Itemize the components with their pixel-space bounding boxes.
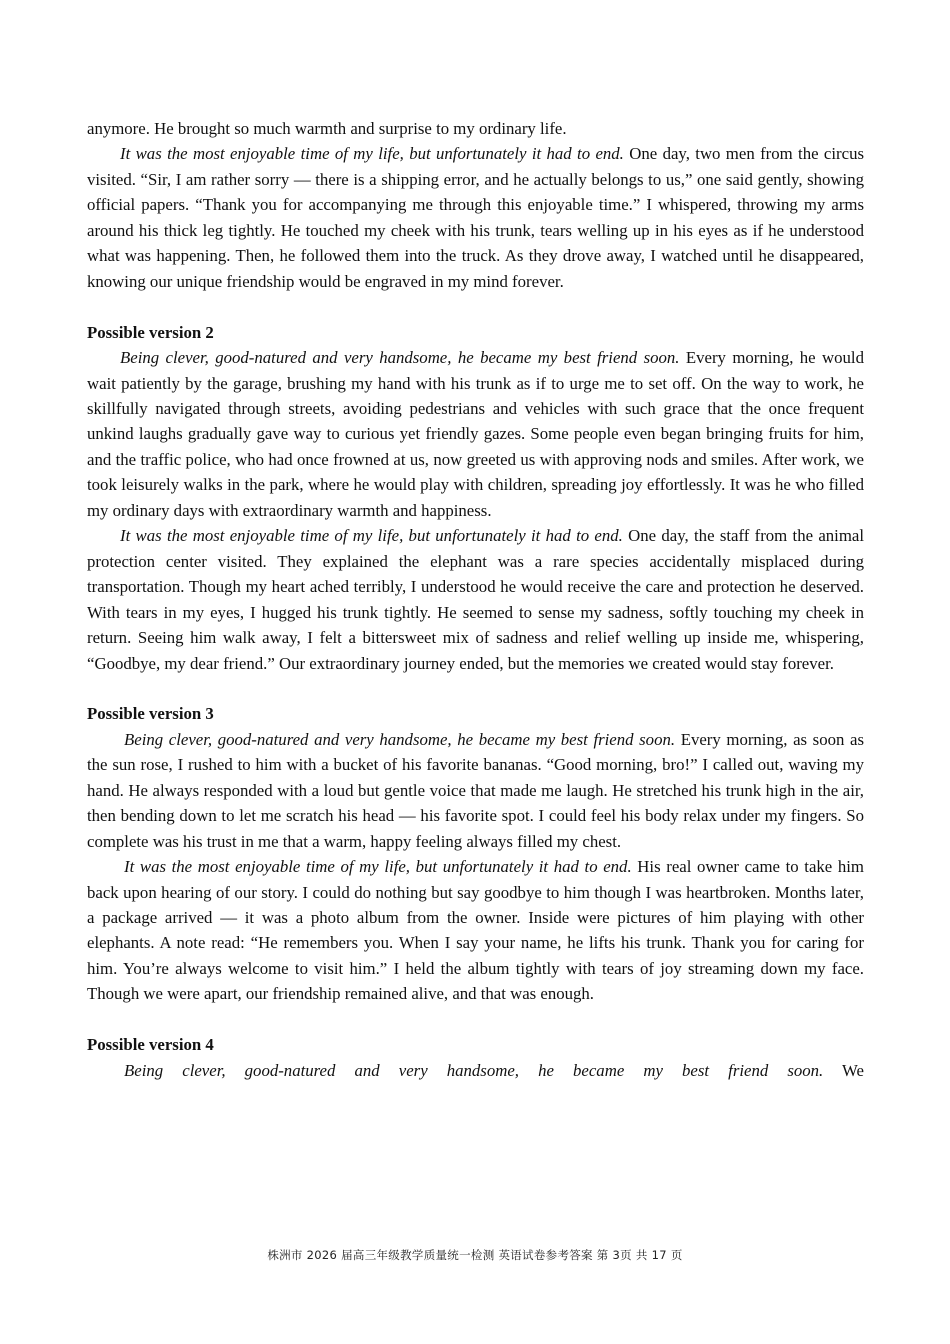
section-heading-version-4: Possible version 4 bbox=[87, 1035, 214, 1055]
italic-lead-sentence: Being clever, good-natured and very handsome, he became my best friend soon. bbox=[124, 729, 676, 749]
page-footer: 株洲市 2026 届高三年级教学质量统一检测 英语试卷参考答案 第 3页 共 17 页 bbox=[267, 1248, 683, 1262]
italic-lead-sentence: It was the most enjoyable time of my life, but unfortunately it had to end. bbox=[124, 857, 632, 877]
paragraph bbox=[87, 141, 864, 294]
paragraph bbox=[87, 523, 864, 676]
paragraph-text: Every morning, as soon as the sun rose, I rushed to him with a bucket of his favorite bananas. “Good morning, bro!” I called out, waving my hand. He always responded with a loud but gentle voice that made me laugh. He stretched his trunk high in the air, then bending down to let me scratch his head — his favorite spot. I could feel his body relax under my fingers. So complete was his trust in me that a warm, happy feeling always filled my chest. bbox=[87, 729, 864, 851]
paragraph bbox=[87, 345, 864, 523]
italic-lead-sentence: It was the most enjoyable time of my life, but unfortunately it had to end. bbox=[120, 526, 623, 546]
paragraph bbox=[87, 727, 864, 854]
section-heading-version-2: Possible version 2 bbox=[87, 322, 214, 342]
section-heading-version-3: Possible version 3 bbox=[87, 704, 214, 724]
italic-lead-sentence: It was the most enjoyable time of my life, but unfortunately it had to end. bbox=[120, 144, 624, 164]
document-body bbox=[87, 116, 864, 1083]
paragraph bbox=[87, 1058, 864, 1083]
paragraph-text: His real owner came to take him back upon hearing of our story. I could do nothing but say goodbye to him though I was heartbroken. Months later, a package arrived — it was a photo album from the owner. Inside were pictures of him playing with other elephants. A note read: “He remembers you. When I say your name, he lifts his trunk. Thank you for caring for him. You’re always welcome to visit him.” I held the album tightly with tears of joy streaming down my face. Though we were apart, our friendship remained alive, and that was enough. bbox=[87, 857, 864, 1004]
paragraph-text: One day, the staff from the animal protection center visited. They explained the elephant was a rare species accidentally misplaced during transportation. Though my heart ached terribly, I understood he would receive the care and protection he deserved. With tears in my eyes, I hugged his trunk tightly. He seemed to sense my sadness, softly touching my cheek in return. Seeing him walk away, I felt a bittersweet mix of sadness and relief welling up inside me, whispering, “Goodbye, my dear friend.” Our extraordinary journey ended, but the memories we created would stay forever. bbox=[87, 526, 864, 673]
paragraph-text: Every morning, he would wait patiently by the garage, brushing my hand with his trunk as if to urge me to set off. On the way to work, he skillfully navigated through streets, avoiding pedestrians and vehicles with such grace that the once frequent unkind laughs gradually gave way to curious yet friendly gazes. Some people even began bringing fruits for him, and the traffic police, who had once frowned at us, now greeted us with approving nods and smiles. After work, we took leisurely walks in the park, where he would play with children, spreading joy effortlessly. It was he who filled my ordinary days with extraordinary warmth and happiness. bbox=[87, 348, 864, 520]
paragraph: anymore. He brought so much warmth and surprise to my ordinary life. bbox=[87, 119, 567, 138]
italic-lead-sentence: Being clever, good-natured and very handsome, he became my best friend soon. bbox=[124, 1060, 824, 1080]
paragraph bbox=[87, 854, 864, 1007]
paragraph-text: We bbox=[823, 1060, 864, 1080]
italic-lead-sentence: Being clever, good-natured and very handsome, he became my best friend soon. bbox=[120, 348, 680, 368]
paragraph-text: One day, two men from the circus visited. “Sir, I am rather sorry — there is a shipping error, and he actually belongs to us,” one said gently, showing official papers. “Thank you for accompanying me through this enjoyable time.” I whispered, throwing my arms around his thick leg tightly. He touched my cheek with his trunk, tears welling up in his eyes as if he understood what was happening. Then, he followed them into the truck. As they drove away, I watched until he disappeared, knowing our unique friendship would be engraved in my mind forever. bbox=[87, 144, 864, 291]
